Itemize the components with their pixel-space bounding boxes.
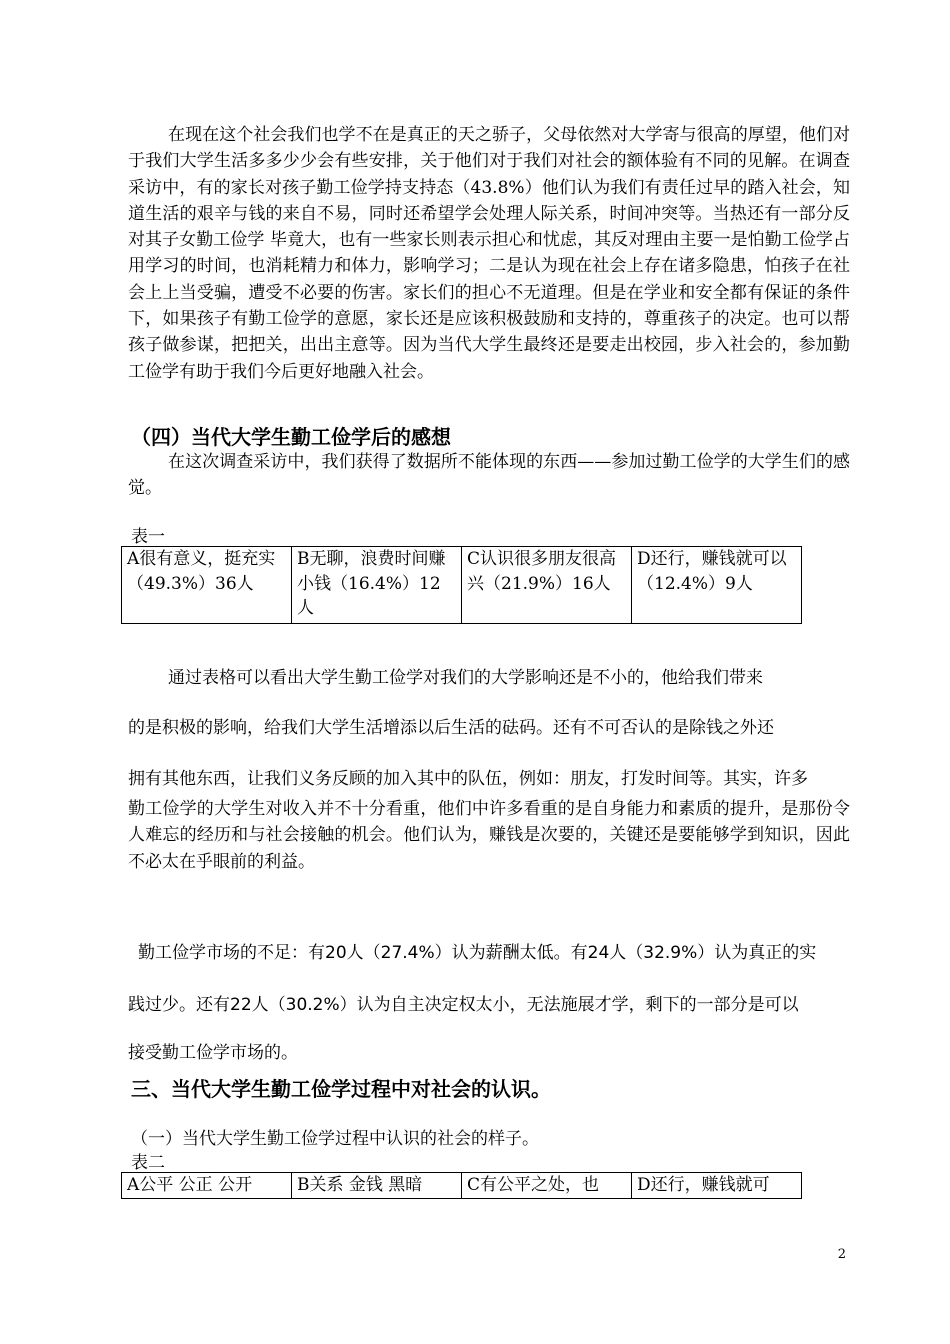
paragraph-text: 在现在这个社会我们也学不在是真正的天之骄子，父母依然对大学寄与很高的厚望，他们对于我们大学生活多多少少会有些安排，关于他们对于我们对社会的额体验有不同的见解。在调查采访中，有的家长对孩子勤工俭学持支持态（43.8%）他们认为我们有责任过早的踏入社会，知道生活的艰辛与钱的来自不易，同时还希望学会处理人际关系，时间冲突等。当热还有一部分反对其子女勤工俭学 毕竟大，也有一些家长则表示担心和忧虑，其反对理由主要一是怕勤工俭学占用学习的时间，也消耗精力和体力，影响学习；二是认为现在社会上存在诸多隐患，怕孩子在社会上上当受骗，遭受不必要的伤害。家长们的担心不无道理。但是在学业和安全都有保证的条件下，如果孩子有勤工俭学的意愿，家长还是应该积极鼓励和支持的，尊重孩子的决定。也可以帮孩子做参谋，把把关，出出主意等。因为当代大学生最终还是要走出校园，步入社会的，参加勤工俭学有助于我们今后更好地融入社会。 bbox=[128, 125, 850, 382]
table-row bbox=[122, 547, 802, 624]
section-heading-society: 三、当代大学生勤工俭学过程中对社会的认识。 bbox=[131, 1077, 551, 1101]
paragraph-text: 在这次调查采访中，我们获得了数据所不能体现的东西——参加过勤工俭学的大学生们的感觉。 bbox=[128, 452, 850, 499]
table-cell: D还行，赚钱就可以（12.4%）9人 bbox=[632, 547, 802, 624]
table-label: 表一 bbox=[131, 527, 165, 547]
market-line-2: 践过少。还有22人（30.2%）认为自主决定权太小，无法施展才学，剩下的一部分是可以 bbox=[128, 995, 799, 1015]
analysis-line-1: 通过表格可以看出大学生勤工俭学对我们的大学影响还是不小的，他给我们带来 bbox=[168, 668, 763, 688]
table-row bbox=[122, 1173, 802, 1199]
survey-table-society bbox=[121, 1172, 802, 1199]
analysis-line-3: 拥有其他东西，让我们义务反顾的加入其中的队伍，例如：朋友，打发时间等。其实，许多 bbox=[128, 769, 808, 789]
page-number: 2 bbox=[837, 1247, 846, 1262]
table-cell: C有公平之处，也 bbox=[462, 1173, 632, 1199]
table-cell: A很有意义，挺充实（49.3%）36人 bbox=[122, 547, 292, 624]
table-cell: A公平 公正 公开 bbox=[122, 1173, 292, 1199]
body-paragraph-analysis: 勤工俭学的大学生对收入并不十分看重，他们中许多看重的是自身能力和素质的提升，是那份令人难忘的经历和与社会接触的机会。他们认为，赚钱是次要的，关键还是要能够学到知识，因此不必太在乎眼前的利益。 bbox=[128, 799, 850, 872]
body-paragraph-parents bbox=[128, 122, 850, 385]
table-label: 表二 bbox=[131, 1153, 165, 1173]
table-cell: B关系 金钱 黑暗 bbox=[292, 1173, 462, 1199]
market-line-3: 接受勤工俭学市场的。 bbox=[128, 1043, 298, 1063]
analysis-line-2: 的是积极的影响，给我们大学生活增添以后生活的砝码。还有不可否认的是除钱之外还 bbox=[128, 718, 774, 738]
body-paragraph-intro bbox=[128, 449, 850, 502]
table-cell: D还行，赚钱就可 bbox=[632, 1173, 802, 1199]
subsection-heading: （一）当代大学生勤工俭学过程中认识的社会的样子。 bbox=[131, 1129, 539, 1149]
section-heading-reflections: （四）当代大学生勤工俭学后的感想 bbox=[131, 425, 451, 449]
table-cell: B无聊，浪费时间赚小钱（16.4%）12人 bbox=[292, 547, 462, 624]
table-cell: C认识很多朋友很高兴（21.9%）16人 bbox=[462, 547, 632, 624]
survey-table-feelings bbox=[121, 546, 802, 624]
market-line-1: 勤工俭学市场的不足：有20人（27.4%）认为薪酬太低。有24人（32.9%）认为真正的实 bbox=[138, 943, 817, 963]
